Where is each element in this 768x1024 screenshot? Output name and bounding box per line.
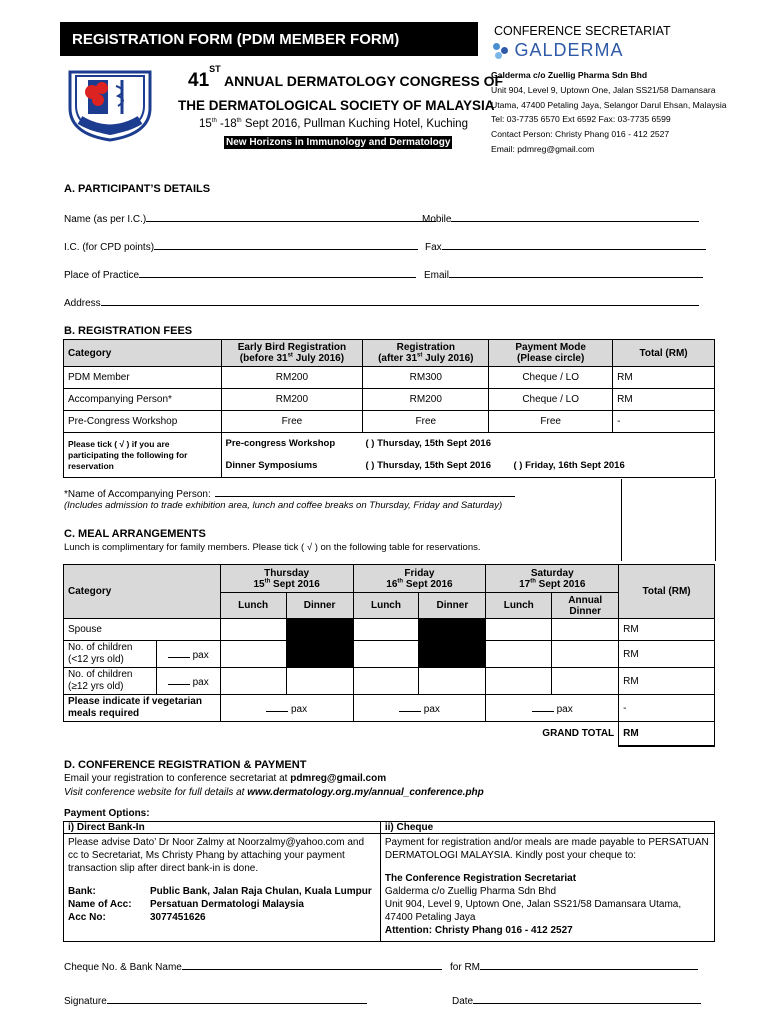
registration-fees-table (63, 339, 715, 478)
meal-tick-cell[interactable] (220, 619, 286, 641)
secretariat-tel: Tel: 03-7735 6570 Ext 6592 Fax: 03-7735 6599 (491, 114, 671, 125)
fees-row-accompanying: Accompanying Person* RM200 RM200 Cheque / LO RM (64, 389, 715, 411)
fees-header-total: Total (RM) (613, 340, 715, 367)
cheque-recipient-title: The Conference Registration Secretariat (384, 873, 577, 884)
cheque-title: ii) Cheque (380, 822, 714, 834)
fees-row-pdm-member: PDM Member RM200 RM300 Cheque / LO RM (64, 367, 715, 389)
meal-tick-cell[interactable] (486, 641, 552, 668)
meal-tick-cell[interactable] (486, 668, 552, 695)
section-c-title: C. MEAL ARRANGEMENTS (64, 528, 206, 540)
account-name-value: Persatuan Dermatologi Malaysia (150, 899, 304, 910)
meal-tick-cell[interactable] (220, 641, 286, 668)
children-pax-field[interactable]: pax (156, 668, 220, 695)
form-title: REGISTRATION FORM (PDM MEMBER FORM) (72, 31, 400, 48)
meal-tick-cell[interactable] (353, 641, 419, 668)
symposium-reservation[interactable]: Dinner Symposiums ( ) Thursday, 15th Sept 2016 ( ) Friday, 16th Sept 2016 (225, 460, 625, 471)
meal-tick-cell[interactable] (353, 668, 419, 695)
email-field[interactable]: Email (424, 268, 703, 281)
fees-total-cell[interactable]: RM (613, 389, 715, 411)
meal-row-children-over-12: No. of children (≥12 yrs old) pax RM (64, 668, 715, 695)
section-b-title: B. REGISTRATION FEES (64, 325, 193, 337)
payment-mode-choice[interactable]: Cheque / LO (489, 389, 613, 411)
secretariat-details (491, 68, 727, 157)
section-b-right-box (621, 479, 716, 561)
payment-options-table: i) Direct Bank-In ii) Cheque Please advise Dato’ Dr Noor Zalmy at Noorzalmy@yahoo.com and cc to Secretariat, Ms Christy Phang by attaching your payment transaction slip after direct bank-in is done. Bank: Public Bank, Jalan Raja Chulan, Kuala Lumpur Name of Acc: Persatuan Dermatologi Malaysia Acc No: 3077451626 Payment for registration and/or meals are made payable to PERSATUAN DERMATOLOGI MALAYSIA. Kindly post your cheque to: The Conference Registration Secretariat Galderma c/o Zuellig Pharma Sdn Bhd Unit 904, Level 9, Uptown One, Jalan SS21/58 Damansara Utama, 47400 Petaling Jaya Attention: Christy Phang 016 - 412 2527 (63, 821, 715, 942)
website-link[interactable]: www.dermatology.org.my/annual_conference.php (247, 787, 484, 798)
meal-header-thursday: Thursday 15th Sept 2016 (220, 565, 353, 593)
children-pax-field[interactable]: pax (156, 641, 220, 668)
cheque-bank-field[interactable]: Cheque No. & Bank Name (64, 960, 442, 973)
grand-total-value[interactable]: RM (619, 722, 715, 746)
congress-title-line1: 41ST ANNUAL DERMATOLOGY CONGRESS OF (188, 64, 504, 91)
accompanying-name-field[interactable]: *Name of Accompanying Person: (64, 487, 515, 500)
meal-header-friday: Friday 16th Sept 2016 (353, 565, 486, 593)
bank-in-title: i) Direct Bank-In (64, 822, 381, 834)
fees-header-registration: Registration (after 31st July 2016) (363, 340, 489, 367)
secretariat-email: Email: pdmreg@gmail.com (491, 143, 595, 154)
meal-tick-cell[interactable] (486, 619, 552, 641)
secretariat-address1: Unit 904, Level 9, Uptown One, Jalan SS21/58 Damansara (491, 84, 716, 95)
meal-tick-cell[interactable] (552, 641, 619, 668)
fax-field[interactable]: Fax (425, 240, 706, 253)
bank-value: Public Bank, Jalan Raja Chulan, Kuala Lumpur (150, 886, 372, 897)
workshop-reservation[interactable]: Pre-congress Workshop ( ) Thursday, 15th Sept 2016 (225, 438, 491, 449)
meal-row-children-under-12: No. of children (<12 yrs old) pax RM (64, 641, 715, 668)
meal-tick-cell[interactable] (419, 668, 486, 695)
congress-theme: New Horizons in Immunology and Dermatology (226, 137, 451, 148)
meal-tick-cell[interactable] (220, 668, 286, 695)
payment-options-label: Payment Options: (64, 808, 150, 819)
fees-row-tick-reservation (64, 433, 715, 478)
meal-tick-cell[interactable] (552, 668, 619, 695)
secretariat-address2: Utama, 47400 Petaling Jaya, Selangor Darul Ehsan, Malaysia (491, 99, 727, 110)
meal-tick-cell[interactable] (552, 619, 619, 641)
email-instruction: Email your registration to conference secretariat at pdmreg@gmail.com (64, 773, 387, 784)
place-of-practice-field[interactable]: Place of Practice (64, 268, 416, 281)
meal-tick-cell[interactable] (353, 619, 419, 641)
congress-date-venue: 15th -18th Sept 2016, Pullman Kuching Hotel, Kuching (199, 118, 468, 130)
name-field[interactable]: Name (as per I.C.) (64, 212, 436, 225)
galderma-logo (492, 40, 623, 62)
fees-header-payment-mode: Payment Mode (Please circle) (489, 340, 613, 367)
meal-tick-cell[interactable] (286, 668, 353, 695)
meal-row-vegetarian: Please indicate if vegetarian meals required pax pax pax - (64, 695, 715, 722)
meal-header-category: Category (64, 565, 221, 619)
secretariat-contact: Contact Person: Christy Phang 016 - 412 2527 (491, 129, 670, 140)
registration-email-link[interactable]: pdmreg@gmail.com (290, 773, 387, 784)
meal-header-total: Total (RM) (619, 565, 715, 619)
fees-total-cell[interactable]: RM (613, 367, 715, 389)
meal-note: Lunch is complimentary for family members. Please tick ( √ ) on the following table for reservations. (64, 542, 481, 553)
payment-mode-choice[interactable]: Cheque / LO (489, 367, 613, 389)
cheque-attention: Attention: Christy Phang 016 - 412 2527 (384, 925, 573, 936)
date-field[interactable]: Date (452, 994, 701, 1007)
address-field[interactable]: Address (64, 296, 699, 309)
grand-total-label: GRAND TOTAL (64, 722, 619, 746)
meal-table: Category Thursday 15th Sept 2016 Friday 16th Sept 2016 Saturday 17th Sept 2016 Total (RM) Lunch Dinner Lunch Dinner Lunch Annual Dinner Spouse RM No. of children (<12 yrs old) pax RM No. of children (≥12 yrs old) pax RM Please indicate if vegetarian meals required pax pax pax - GRAND TOTAL RM (63, 564, 715, 747)
vegetarian-pax-field[interactable]: pax (220, 695, 353, 722)
fees-header-category: Category (64, 340, 222, 367)
amount-field[interactable]: for RM (450, 960, 698, 973)
meal-row-spouse: Spouse RM (64, 619, 715, 641)
galderma-wordmark: GALDERMA (514, 40, 624, 60)
accompany-note: (Includes admission to trade exhibition area, lunch and coffee breaks on Thursday, Friday and Saturday) (64, 500, 503, 511)
form-title-bar (60, 22, 478, 56)
fees-row-workshop: Pre-Congress Workshop Free Free Free - (64, 411, 715, 433)
mobile-field[interactable]: Mobile (422, 212, 699, 225)
meal-row-grand-total (64, 722, 715, 746)
signature-field[interactable]: Signature (64, 994, 367, 1007)
society-logo (62, 68, 158, 142)
congress-title-line2: THE DERMATOLOGICAL SOCIETY OF MALAYSIA (178, 98, 495, 113)
fees-header-early-bird: Early Bird Registration (before 31st July 2016) (221, 340, 363, 367)
tick-note: Please tick ( √ ) if you are participating the following for reservation (64, 433, 222, 478)
website-instruction: Visit conference website for full details at www.dermatology.org.my/annual_conference.php (64, 787, 484, 798)
vegetarian-pax-field[interactable]: pax (353, 695, 486, 722)
cheque-instructions: Payment for registration and/or meals are made payable to PERSATUAN DERMATOLOGI MALAYSIA. Kindly post your cheque to: (384, 837, 709, 861)
bank-in-instructions: Please advise Dato’ Dr Noor Zalmy at Noorzalmy@yahoo.com and cc to Secretariat, Ms Christy Phang by attaching your payment transaction slip after direct bank-in is done. (68, 837, 365, 874)
vegetarian-pax-field[interactable]: pax (486, 695, 619, 722)
section-a-title: A. PARTICIPANT’S DETAILS (64, 183, 211, 195)
secretariat-heading: CONFERENCE SECRETARIAT (494, 24, 671, 38)
galderma-mark-icon (492, 42, 510, 60)
section-d-title: D. CONFERENCE REGISTRATION & PAYMENT (64, 759, 307, 771)
ic-field[interactable]: I.C. (for CPD points) (64, 240, 418, 253)
account-number-value: 3077451626 (150, 912, 206, 923)
secretariat-company: Galderma c/o Zuellig Pharma Sdn Bhd (491, 70, 648, 80)
meal-header-saturday: Saturday 17th Sept 2016 (486, 565, 619, 593)
